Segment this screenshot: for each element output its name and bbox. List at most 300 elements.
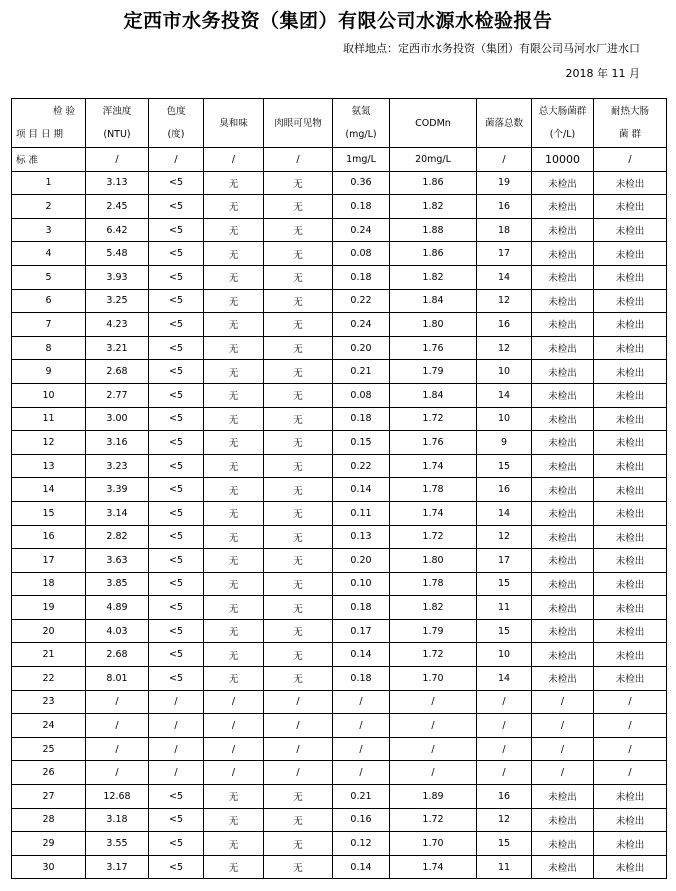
value-cell: 未检出 <box>532 596 594 620</box>
value-cell: 1.84 <box>390 383 477 407</box>
column-header <box>264 99 333 148</box>
value-cell: 无 <box>204 336 264 360</box>
value-cell: / <box>594 737 667 761</box>
sampling-location: 取样地点：定西市水务投资（集团）有限公司马河水厂进水口 <box>343 42 640 55</box>
value-cell: 未检出 <box>594 832 667 856</box>
report-date: 2018 年 11 月 <box>565 67 640 80</box>
value-cell: / <box>390 737 477 761</box>
value-cell: 1.70 <box>390 832 477 856</box>
value-cell: 1.82 <box>390 265 477 289</box>
value-cell: 无 <box>264 525 333 549</box>
column-header <box>390 99 477 148</box>
column-header-unit: (个/L) <box>549 129 576 140</box>
value-cell: 17 <box>477 549 532 573</box>
value-cell: 无 <box>204 525 264 549</box>
value-cell: / <box>86 737 149 761</box>
value-cell: 未检出 <box>594 431 667 455</box>
day-cell: 17 <box>12 549 86 573</box>
value-cell: 未检出 <box>594 785 667 809</box>
value-cell: 无 <box>264 596 333 620</box>
column-header-name: 色度 <box>166 106 186 117</box>
value-cell: 1.72 <box>390 407 477 431</box>
day-cell: 2 <box>12 195 86 219</box>
value-cell: 1.86 <box>390 242 477 266</box>
standard-value: / <box>594 148 667 172</box>
value-cell: 0.18 <box>333 667 390 691</box>
value-cell: 未检出 <box>594 218 667 242</box>
value-cell: 2.68 <box>86 643 149 667</box>
table-row <box>12 171 667 195</box>
value-cell: 未检出 <box>532 171 594 195</box>
table-row <box>12 478 667 502</box>
column-header <box>204 99 264 148</box>
value-cell: 未检出 <box>594 619 667 643</box>
value-cell: 无 <box>204 549 264 573</box>
day-cell: 1 <box>12 171 86 195</box>
value-cell: 15 <box>477 619 532 643</box>
standard-label: 标 准 <box>12 148 86 172</box>
value-cell: 14 <box>477 667 532 691</box>
value-cell: 未检出 <box>594 501 667 525</box>
value-cell: 8.01 <box>86 667 149 691</box>
report-title: 定西市水务投资（集团）有限公司水源水检验报告 <box>123 10 553 32</box>
value-cell: 无 <box>264 383 333 407</box>
value-cell: 3.17 <box>86 855 149 879</box>
value-cell: 未检出 <box>532 313 594 337</box>
value-cell: 未检出 <box>594 549 667 573</box>
value-cell: 12 <box>477 808 532 832</box>
corner-cell <box>12 99 86 148</box>
value-cell: / <box>477 737 532 761</box>
value-cell: 3.16 <box>86 431 149 455</box>
value-cell: 1.88 <box>390 218 477 242</box>
value-cell: <5 <box>149 832 204 856</box>
value-cell: / <box>477 714 532 738</box>
value-cell: 12 <box>477 289 532 313</box>
table-row <box>12 195 667 219</box>
column-header-unit: (度) <box>167 129 185 140</box>
value-cell: 无 <box>264 171 333 195</box>
column-header-name: 肉眼可见物 <box>274 117 322 129</box>
value-cell: 12 <box>477 525 532 549</box>
value-cell: 无 <box>204 832 264 856</box>
value-cell: 无 <box>204 265 264 289</box>
value-cell: 无 <box>264 218 333 242</box>
value-cell: 无 <box>264 195 333 219</box>
day-cell: 30 <box>12 855 86 879</box>
table-row <box>12 501 667 525</box>
value-cell: 未检出 <box>532 667 594 691</box>
value-cell: 未检出 <box>532 478 594 502</box>
value-cell: 10 <box>477 407 532 431</box>
value-cell: 1.72 <box>390 643 477 667</box>
value-cell: 无 <box>264 336 333 360</box>
value-cell: / <box>594 761 667 785</box>
column-header <box>477 99 532 148</box>
value-cell: 14 <box>477 501 532 525</box>
value-cell: <5 <box>149 454 204 478</box>
value-cell: 无 <box>204 407 264 431</box>
value-cell: 未检出 <box>532 549 594 573</box>
value-cell: 1.86 <box>390 171 477 195</box>
table-row <box>12 383 667 407</box>
value-cell: 16 <box>477 195 532 219</box>
value-cell: 9 <box>477 431 532 455</box>
value-cell: 未检出 <box>594 525 667 549</box>
value-cell: 无 <box>204 667 264 691</box>
table-row <box>12 596 667 620</box>
value-cell: 1.79 <box>390 360 477 384</box>
value-cell: <5 <box>149 525 204 549</box>
value-cell: / <box>264 761 333 785</box>
value-cell: 无 <box>264 808 333 832</box>
value-cell: 无 <box>264 454 333 478</box>
column-header-name: 菌落总数 <box>484 117 523 129</box>
value-cell: 1.78 <box>390 572 477 596</box>
value-cell: 16 <box>477 478 532 502</box>
value-cell: / <box>149 714 204 738</box>
value-cell: / <box>149 761 204 785</box>
day-cell: 22 <box>12 667 86 691</box>
value-cell: <5 <box>149 242 204 266</box>
value-cell: <5 <box>149 289 204 313</box>
value-cell: 0.17 <box>333 619 390 643</box>
value-cell: 无 <box>204 855 264 879</box>
value-cell: 无 <box>264 501 333 525</box>
table-row <box>12 242 667 266</box>
column-header <box>532 99 594 148</box>
corner-label-check: 检 验 <box>52 106 75 117</box>
value-cell: 无 <box>204 596 264 620</box>
table-row <box>12 265 667 289</box>
value-cell: 无 <box>264 572 333 596</box>
value-cell: 1.74 <box>390 501 477 525</box>
column-header <box>149 99 204 148</box>
value-cell: <5 <box>149 195 204 219</box>
value-cell: 3.39 <box>86 478 149 502</box>
day-cell: 7 <box>12 313 86 337</box>
value-cell: 未检出 <box>532 336 594 360</box>
value-cell: 未检出 <box>532 808 594 832</box>
value-cell: 无 <box>264 785 333 809</box>
day-cell: 26 <box>12 761 86 785</box>
day-cell: 5 <box>12 265 86 289</box>
value-cell: / <box>532 737 594 761</box>
value-cell: / <box>333 690 390 714</box>
value-cell: 未检出 <box>532 242 594 266</box>
column-header-name: 氨氮 <box>351 106 371 117</box>
value-cell: 未检出 <box>594 313 667 337</box>
value-cell: 未检出 <box>594 336 667 360</box>
column-header <box>86 99 149 148</box>
value-cell: 0.24 <box>333 218 390 242</box>
value-cell: 0.18 <box>333 407 390 431</box>
value-cell: 未检出 <box>594 171 667 195</box>
value-cell: 1.72 <box>390 525 477 549</box>
value-cell: 15 <box>477 572 532 596</box>
value-cell: 0.18 <box>333 596 390 620</box>
value-cell: 未检出 <box>532 525 594 549</box>
value-cell: 无 <box>264 431 333 455</box>
table-row <box>12 336 667 360</box>
value-cell: 0.14 <box>333 855 390 879</box>
standard-value: / <box>149 148 204 172</box>
value-cell: 3.23 <box>86 454 149 478</box>
value-cell: 0.08 <box>333 242 390 266</box>
day-cell: 20 <box>12 619 86 643</box>
value-cell: 无 <box>264 265 333 289</box>
value-cell: 3.25 <box>86 289 149 313</box>
value-cell: <5 <box>149 596 204 620</box>
value-cell: 10 <box>477 643 532 667</box>
value-cell: 16 <box>477 313 532 337</box>
value-cell: <5 <box>149 619 204 643</box>
value-cell: 未检出 <box>594 383 667 407</box>
value-cell: 2.68 <box>86 360 149 384</box>
value-cell: / <box>204 690 264 714</box>
day-cell: 21 <box>12 643 86 667</box>
value-cell: 0.20 <box>333 336 390 360</box>
table-row <box>12 218 667 242</box>
value-cell: 3.18 <box>86 808 149 832</box>
column-header-unit: (mg/L) <box>345 129 377 140</box>
value-cell: 0.14 <box>333 643 390 667</box>
value-cell: 0.18 <box>333 195 390 219</box>
value-cell: / <box>532 690 594 714</box>
column-header-name: 臭和味 <box>219 117 248 129</box>
value-cell: 未检出 <box>532 454 594 478</box>
value-cell: <5 <box>149 383 204 407</box>
value-cell: 无 <box>264 313 333 337</box>
table-body <box>12 99 667 879</box>
value-cell: 未检出 <box>594 242 667 266</box>
day-cell: 8 <box>12 336 86 360</box>
value-cell: 未检出 <box>532 431 594 455</box>
value-cell: <5 <box>149 431 204 455</box>
value-cell: <5 <box>149 549 204 573</box>
value-cell: 未检出 <box>532 619 594 643</box>
value-cell: 0.08 <box>333 383 390 407</box>
value-cell: 无 <box>204 572 264 596</box>
value-cell: 3.00 <box>86 407 149 431</box>
value-cell: / <box>333 737 390 761</box>
day-cell: 13 <box>12 454 86 478</box>
value-cell: 无 <box>204 289 264 313</box>
value-cell: 无 <box>204 360 264 384</box>
value-cell: 未检出 <box>594 360 667 384</box>
value-cell: 0.14 <box>333 478 390 502</box>
table-row <box>12 454 667 478</box>
value-cell: 无 <box>204 383 264 407</box>
value-cell: 无 <box>204 808 264 832</box>
value-cell: 1.82 <box>390 195 477 219</box>
value-cell: <5 <box>149 407 204 431</box>
value-cell: 1.82 <box>390 596 477 620</box>
day-cell: 15 <box>12 501 86 525</box>
standard-value: / <box>86 148 149 172</box>
value-cell: 2.82 <box>86 525 149 549</box>
value-cell: 1.74 <box>390 855 477 879</box>
value-cell: 未检出 <box>532 572 594 596</box>
value-cell: 未检出 <box>532 265 594 289</box>
table-row <box>12 785 667 809</box>
value-cell: 1.76 <box>390 431 477 455</box>
value-cell: 0.12 <box>333 832 390 856</box>
value-cell: <5 <box>149 643 204 667</box>
table-row <box>12 572 667 596</box>
value-cell: <5 <box>149 572 204 596</box>
value-cell: <5 <box>149 171 204 195</box>
value-cell: 未检出 <box>532 360 594 384</box>
value-cell: <5 <box>149 313 204 337</box>
value-cell: 无 <box>264 643 333 667</box>
value-cell: 无 <box>204 454 264 478</box>
day-cell: 16 <box>12 525 86 549</box>
value-cell: 2.77 <box>86 383 149 407</box>
value-cell: / <box>333 714 390 738</box>
value-cell: 0.20 <box>333 549 390 573</box>
value-cell: 未检出 <box>594 407 667 431</box>
table-row <box>12 808 667 832</box>
value-cell: 2.45 <box>86 195 149 219</box>
table-row <box>12 313 667 337</box>
value-cell: 未检出 <box>532 407 594 431</box>
value-cell: 1.76 <box>390 336 477 360</box>
value-cell: / <box>86 714 149 738</box>
value-cell: 未检出 <box>594 478 667 502</box>
value-cell: 无 <box>204 478 264 502</box>
day-cell: 9 <box>12 360 86 384</box>
table-row <box>12 407 667 431</box>
value-cell: 未检出 <box>532 289 594 313</box>
day-cell: 23 <box>12 690 86 714</box>
table-row <box>12 714 667 738</box>
value-cell: 无 <box>264 667 333 691</box>
value-cell: 4.03 <box>86 619 149 643</box>
value-cell: <5 <box>149 785 204 809</box>
value-cell: 1.84 <box>390 289 477 313</box>
value-cell: 未检出 <box>532 855 594 879</box>
day-cell: 10 <box>12 383 86 407</box>
value-cell: 未检出 <box>594 265 667 289</box>
value-cell: 12 <box>477 336 532 360</box>
value-cell: 无 <box>264 549 333 573</box>
value-cell: <5 <box>149 360 204 384</box>
value-cell: <5 <box>149 218 204 242</box>
column-header-name: 耐热大肠 <box>610 106 649 117</box>
value-cell: 无 <box>264 289 333 313</box>
value-cell: 3.85 <box>86 572 149 596</box>
value-cell: / <box>333 761 390 785</box>
value-cell: 19 <box>477 171 532 195</box>
water-quality-table <box>11 98 667 879</box>
value-cell: 1.78 <box>390 478 477 502</box>
value-cell: 未检出 <box>594 454 667 478</box>
table-row <box>12 525 667 549</box>
value-cell: 0.18 <box>333 265 390 289</box>
value-cell: / <box>264 690 333 714</box>
value-cell: 未检出 <box>532 383 594 407</box>
standard-value: / <box>264 148 333 172</box>
value-cell: 1.80 <box>390 549 477 573</box>
value-cell: 3.93 <box>86 265 149 289</box>
table-row <box>12 855 667 879</box>
standard-value: 10000 <box>532 148 594 172</box>
standard-value: / <box>204 148 264 172</box>
standard-value: 1mg/L <box>333 148 390 172</box>
value-cell: 无 <box>204 643 264 667</box>
value-cell: 无 <box>264 242 333 266</box>
value-cell: 0.22 <box>333 289 390 313</box>
day-cell: 14 <box>12 478 86 502</box>
column-header-name: CODMn <box>415 117 451 129</box>
value-cell: 未检出 <box>594 808 667 832</box>
value-cell: 未检出 <box>594 667 667 691</box>
value-cell: 无 <box>264 619 333 643</box>
value-cell: 1.89 <box>390 785 477 809</box>
value-cell: 未检出 <box>594 643 667 667</box>
value-cell: 4.23 <box>86 313 149 337</box>
table-row <box>12 737 667 761</box>
value-cell: 15 <box>477 454 532 478</box>
value-cell: 17 <box>477 242 532 266</box>
value-cell: / <box>204 761 264 785</box>
day-cell: 3 <box>12 218 86 242</box>
value-cell: 0.24 <box>333 313 390 337</box>
value-cell: 11 <box>477 596 532 620</box>
value-cell: 4.89 <box>86 596 149 620</box>
value-cell: / <box>149 737 204 761</box>
table-row <box>12 643 667 667</box>
value-cell: 0.21 <box>333 360 390 384</box>
day-cell: 11 <box>12 407 86 431</box>
column-header-name: 浑浊度 <box>102 106 132 117</box>
value-cell: 未检出 <box>532 785 594 809</box>
value-cell: 无 <box>264 360 333 384</box>
day-cell: 6 <box>12 289 86 313</box>
value-cell: 无 <box>204 195 264 219</box>
value-cell: 0.36 <box>333 171 390 195</box>
value-cell: 未检出 <box>532 501 594 525</box>
value-cell: 3.13 <box>86 171 149 195</box>
day-cell: 25 <box>12 737 86 761</box>
value-cell: 无 <box>204 218 264 242</box>
value-cell: 3.55 <box>86 832 149 856</box>
value-cell: 未检出 <box>532 195 594 219</box>
value-cell: / <box>86 761 149 785</box>
value-cell: 0.13 <box>333 525 390 549</box>
table-row <box>12 289 667 313</box>
value-cell: / <box>532 714 594 738</box>
value-cell: 3.14 <box>86 501 149 525</box>
value-cell: 未检出 <box>594 289 667 313</box>
value-cell: 无 <box>204 619 264 643</box>
value-cell: 无 <box>264 855 333 879</box>
table-row <box>12 360 667 384</box>
value-cell: 1.80 <box>390 313 477 337</box>
day-cell: 24 <box>12 714 86 738</box>
value-cell: 未检出 <box>532 218 594 242</box>
value-cell: <5 <box>149 667 204 691</box>
value-cell: 0.11 <box>333 501 390 525</box>
day-cell: 12 <box>12 431 86 455</box>
value-cell: 0.21 <box>333 785 390 809</box>
table-row <box>12 690 667 714</box>
day-cell: 27 <box>12 785 86 809</box>
value-cell: 1.74 <box>390 454 477 478</box>
standard-value: 20mg/L <box>390 148 477 172</box>
value-cell: 14 <box>477 383 532 407</box>
